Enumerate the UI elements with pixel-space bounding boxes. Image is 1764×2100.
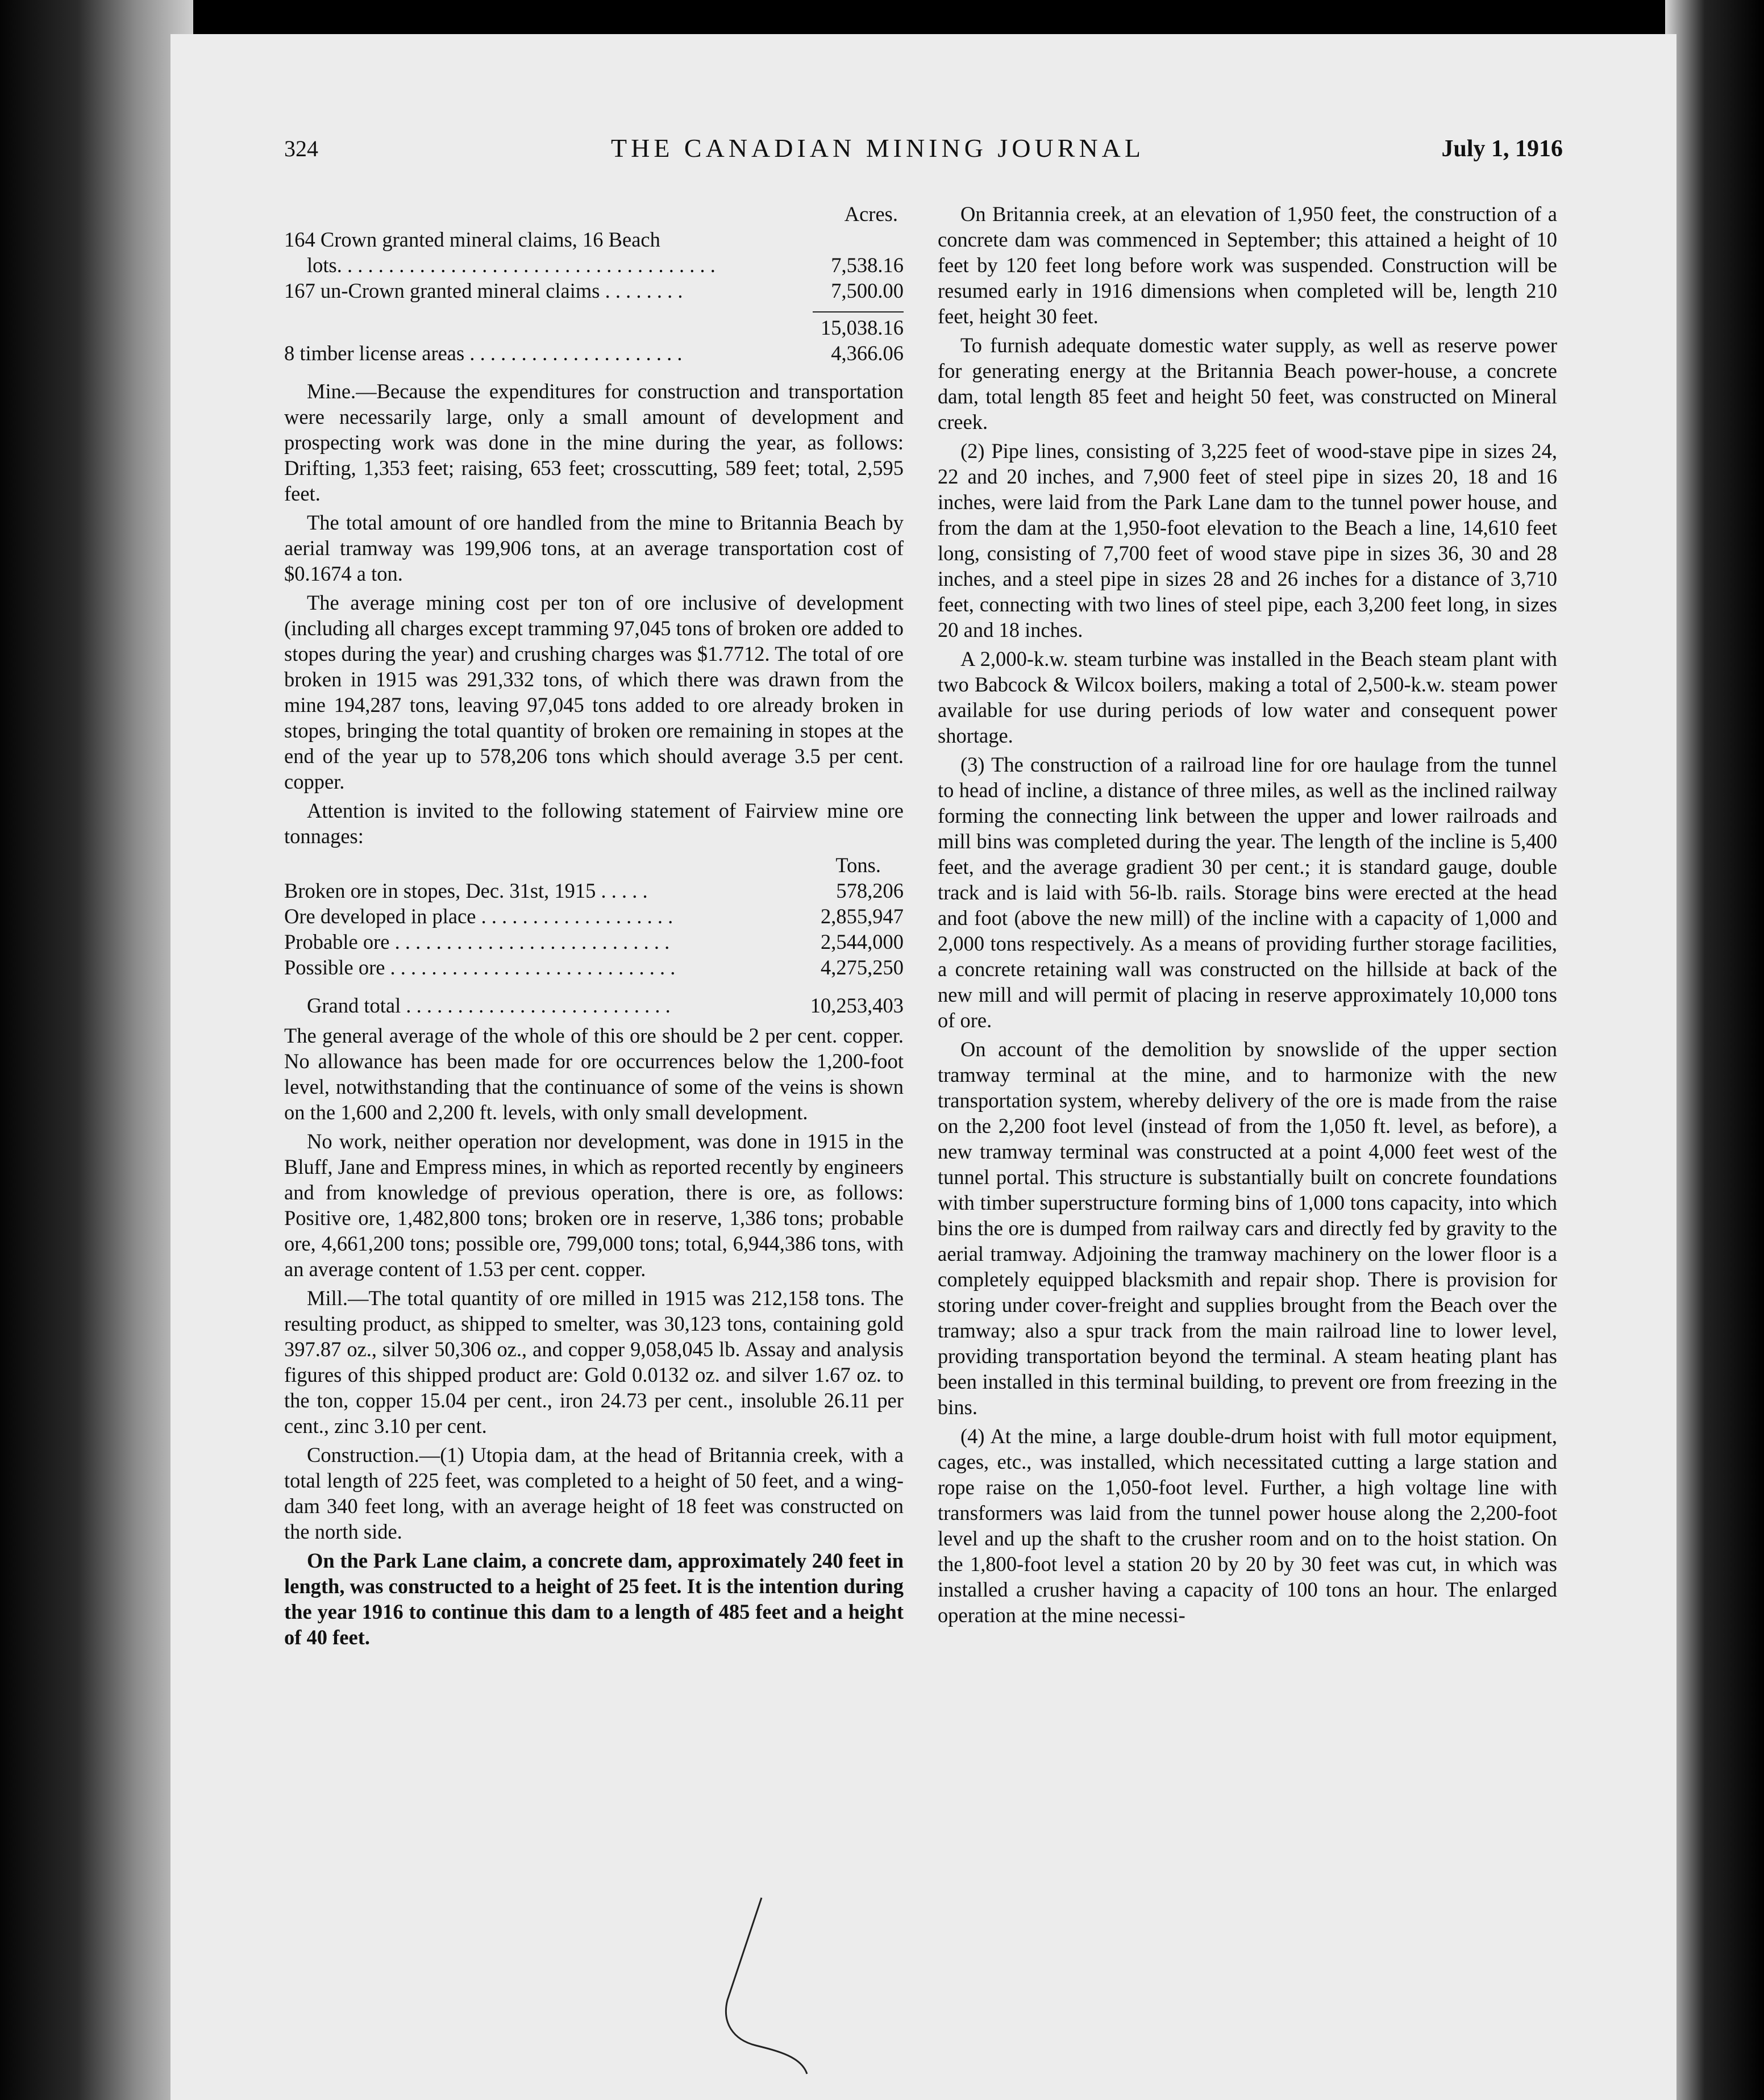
claims-value: 7,538.16 xyxy=(831,253,904,277)
ore-row-label: Probable ore . . . . . . . . . . . . . . . . . . . . . . . . . . . xyxy=(284,930,670,953)
paragraph-pipe-lines: (2) Pipe lines, consisting of 3,225 feet of wood-stave pipe in sizes 24, 22 and 20 inches, and 7,900 feet of steel pipe in sizes 20, 18 and 16 inches, were laid from the Park Lane dam to the tunnel power house, and from the dam at the 1,950-foot elevation to the Beach a line, 14,610 feet long, consisting of 7,700 feet of wood stave pipe in sizes 36, 30 and 28 inches, and a steel pipe in sizes 28 and 26 inches for a distance of 3,710 feet, connecting with two lines of steel pipe, each 3,200 feet long, in sizes 20 and 18 inches. xyxy=(938,439,1557,641)
ore-total-value: 10,253,403 xyxy=(810,994,904,1017)
claims-row-beach-lots xyxy=(284,252,904,278)
claims-row-timber xyxy=(284,340,904,366)
paragraph-railroad: (3) The construction of a railroad line for ore haulage from the tunnel to head of incline, a distance of three miles, as well as the inclined railway forming the connecting link between the upper and lower railroads and mill bins was completed during the year. The length of the incline is 5,400 feet, and the average gradient 30 per cent.; it is standard gauge, double track and is laid with 56-lb. rails. Storage bins were erected at the head and foot (above the new mill) of the incline with a capacity of 1,000 and 2,000 tons respectively. As a means of providing further storage facilities, a concrete retaining wall was constructed on the hillside at back of the new mill and will permit of placing in reserve approximately 10,000 tons of ore. xyxy=(938,753,1557,1032)
right-column xyxy=(938,201,1557,1631)
paragraph-park-lane: On the Park Lane claim, a concrete dam, approximately 240 feet in length, was constructed to a height of 25 feet. It is the intention during the year 1916 to continue this dam to a length of 485 feet and a height of 40 feet. xyxy=(284,1549,904,1649)
claims-line-1: 164 Crown granted mineral claims, 16 Beach xyxy=(284,228,660,251)
paragraph-hoist: (4) At the mine, a large double-drum hoist with full motor equipment, cages, etc., was installed, which necessitated cutting a large station and rope raise on the 1,050-foot level. Further, a high voltage line with transformers was laid from the tunnel power house along the 2,200-foot level and up the shaft to the crusher room and on to the hoist station. On the 1,800-foot level a station 20 by 20 by 30 feet was cut, in which was installed a crusher having a capacity of 100 tons an hour. The enlarged operation at the mine necessi- xyxy=(938,1424,1557,1627)
ore-total-label: Grand total . . . . . . . . . . . . . . . . . . . . . . . . . . xyxy=(307,994,671,1017)
page-number: 324 xyxy=(284,136,318,161)
paragraph-britannia-creek: On Britannia creek, at an elevation of 1,950 feet, the construction of a concrete dam was commenced in September; this attained a height of 10 feet by 120 feet long before work was suspended. Construction will be resumed early in 1916 dimensions when completed will be, length 210 feet, height 30 feet. xyxy=(938,202,1557,328)
paragraph-water-supply: To furnish adequate domestic water supply, as well as reserve power for generating energy at the Britannia Beach power-house, a concrete dam, total length 85 feet and height 50 feet, was constructed on Mineral creek. xyxy=(938,334,1557,434)
paragraph-no-work: No work, neither operation nor development, was done in 1915 in the Bluff, Jane and Empress mines, in which as reported recently by engineers and from knowledge of previous operation, there is ore, as follows: Positive ore, 1,482,800 tons; broken ore in reserve, 1,386 tons; probable ore, 4,661,200 tons; possible ore, 799,000 tons; total, 6,944,386 tons, with an average content of 1.53 per cent. copper. xyxy=(284,1130,904,1281)
ore-table-row xyxy=(284,929,904,955)
claims-subtotal: 15,038.16 xyxy=(821,316,904,339)
paragraph-general-average: The general average of the whole of this ore should be 2 per cent. copper. No allowance has been made for ore occurrences below the 1,200-foot level, notwithstanding that the continuance of some of the veins is shown on the 1,600 and 2,200 ft. levels, with only small development. xyxy=(284,1024,904,1124)
paragraph-steam-turbine: A 2,000-k.w. steam turbine was installed in the Beach steam plant with two Babcock & Wilcox boilers, making a total of 2,500-k.w. steam power available for use during periods of low water and consequent power shortage. xyxy=(938,647,1557,747)
ore-table-row xyxy=(284,878,904,903)
page-header xyxy=(284,135,1563,181)
ore-table-row xyxy=(284,903,904,929)
left-column xyxy=(284,201,904,1653)
ore-row-value: 2,544,000 xyxy=(821,930,904,953)
ore-total-row xyxy=(284,993,904,1018)
ore-row-value: 2,855,947 xyxy=(821,905,904,928)
claims-value: 7,500.00 xyxy=(831,279,904,302)
paragraph-attention: Attention is invited to the following statement of Fairview mine ore tonnages: xyxy=(284,799,904,848)
claims-label: 8 timber license areas . . . . . . . . . . . . . . . . . . . . . xyxy=(284,341,683,365)
ore-row-value: 578,206 xyxy=(836,879,904,902)
paragraph-mining-cost: The average mining cost per ton of ore inclusive of development (including all charges except tramming 97,045 tons of broken ore added to stopes during the year) and crushing charges was $1.7712. The total of ore broken in 1915 was 291,332 tons, of which there was drawn from the mine 194,287 tons, leaving 97,045 tons added to ore already broken in stopes, bringing the total quantity of broken ore remaining in stopes at the end of the year up to 578,206 tons which should average 3.5 per cent. copper. xyxy=(284,591,904,793)
paragraph-mill: Mill.—The total quantity of ore milled in 1915 was 212,158 tons. The resulting product, as shipped to smelter, was 30,123 tons, containing gold 397.87 oz., silver 50,306 oz., and copper 9,058,045 lb. Assay and analysis figures of this shipped product are: Gold 0.0132 oz. and silver 1.67 oz. to the ton, copper 15.04 per cent., iron 24.73 per cent., insoluble 26.11 per cent., zinc 3.10 per cent. xyxy=(284,1286,904,1438)
ore-table xyxy=(284,878,904,980)
claims-label: 167 un-Crown granted mineral claims . . . . . . . . xyxy=(284,279,683,302)
subtotal-rule xyxy=(813,311,904,312)
claims-row-uncrown xyxy=(284,278,904,303)
paragraph-construction: Construction.—(1) Utopia dam, at the head of Britannia creek, with a total length of 225 feet, was completed to a height of 50 feet, and a wing-dam 340 feet long, with an average height of 18 feet was constructed on the north side. xyxy=(284,1443,904,1543)
paragraph-mine: Mine.—Because the expenditures for construction and transportation were necessarily large, only a small amount of development and prospecting work was done in the mine during the year, as follows: Drifting, 1,353 feet; raising, 653 feet; crosscutting, 589 feet; total, 2,595 feet. xyxy=(284,380,904,505)
journal-title: THE CANADIAN MINING JOURNAL xyxy=(611,134,1145,163)
paragraph-tramway-terminal: On account of the demolition by snowslide of the upper section tramway terminal at the mine, and to harmonize with the new transportation system, whereby delivery of the ore is made from the raise on the 2,200 foot level (instead of from the 1,050 ft. level, as before), a new tramway terminal was constructed at a point 4,000 feet west of the tunnel portal. This structure is substantially built on concrete foundations with timber superstructure forming bins of 1,000 tons capacity, into which bins the ore is dumped from railway cars and directly fed by gravity to the aerial tramway. Adjoining the tramway machinery on the lower floor is a completely equipped blacksmith and repair shop. There is provision for storing under cover-freight and supplies brought from the Beach over the tramway; also a spur track from the main railroad line to lower level, providing transportation beyond the terminal. A steam heating plant has been installed in this terminal building, to prevent ore from freezing in the bins. xyxy=(938,1038,1557,1419)
pen-mark xyxy=(716,1886,830,2080)
ore-row-label: Ore developed in place . . . . . . . . . . . . . . . . . . . xyxy=(284,905,673,928)
claims-label: lots. . . . . . . . . . . . . . . . . . . . . . . . . . . . . . . . . . . . . xyxy=(307,253,715,277)
book-binding-shadow xyxy=(0,0,193,2100)
acres-header: Acres. xyxy=(844,202,898,226)
claims-value: 4,366.06 xyxy=(831,341,904,365)
ore-row-label: Possible ore . . . . . . . . . . . . . . . . . . . . . . . . . . . . xyxy=(284,956,676,979)
paragraph-ore-handled: The total amount of ore handled from the mine to Britannia Beach by aerial tramway was 199,906 tons, at an average transportation cost of $0.1674 a ton. xyxy=(284,511,904,585)
page-edge-shadow xyxy=(1665,0,1764,2100)
tons-header: Tons. xyxy=(835,853,881,877)
issue-date: July 1, 1916 xyxy=(1441,136,1563,162)
ore-table-row xyxy=(284,955,904,980)
ore-row-value: 4,275,250 xyxy=(821,956,904,979)
ore-row-label: Broken ore in stopes, Dec. 31st, 1915 . . . . . xyxy=(284,879,648,902)
